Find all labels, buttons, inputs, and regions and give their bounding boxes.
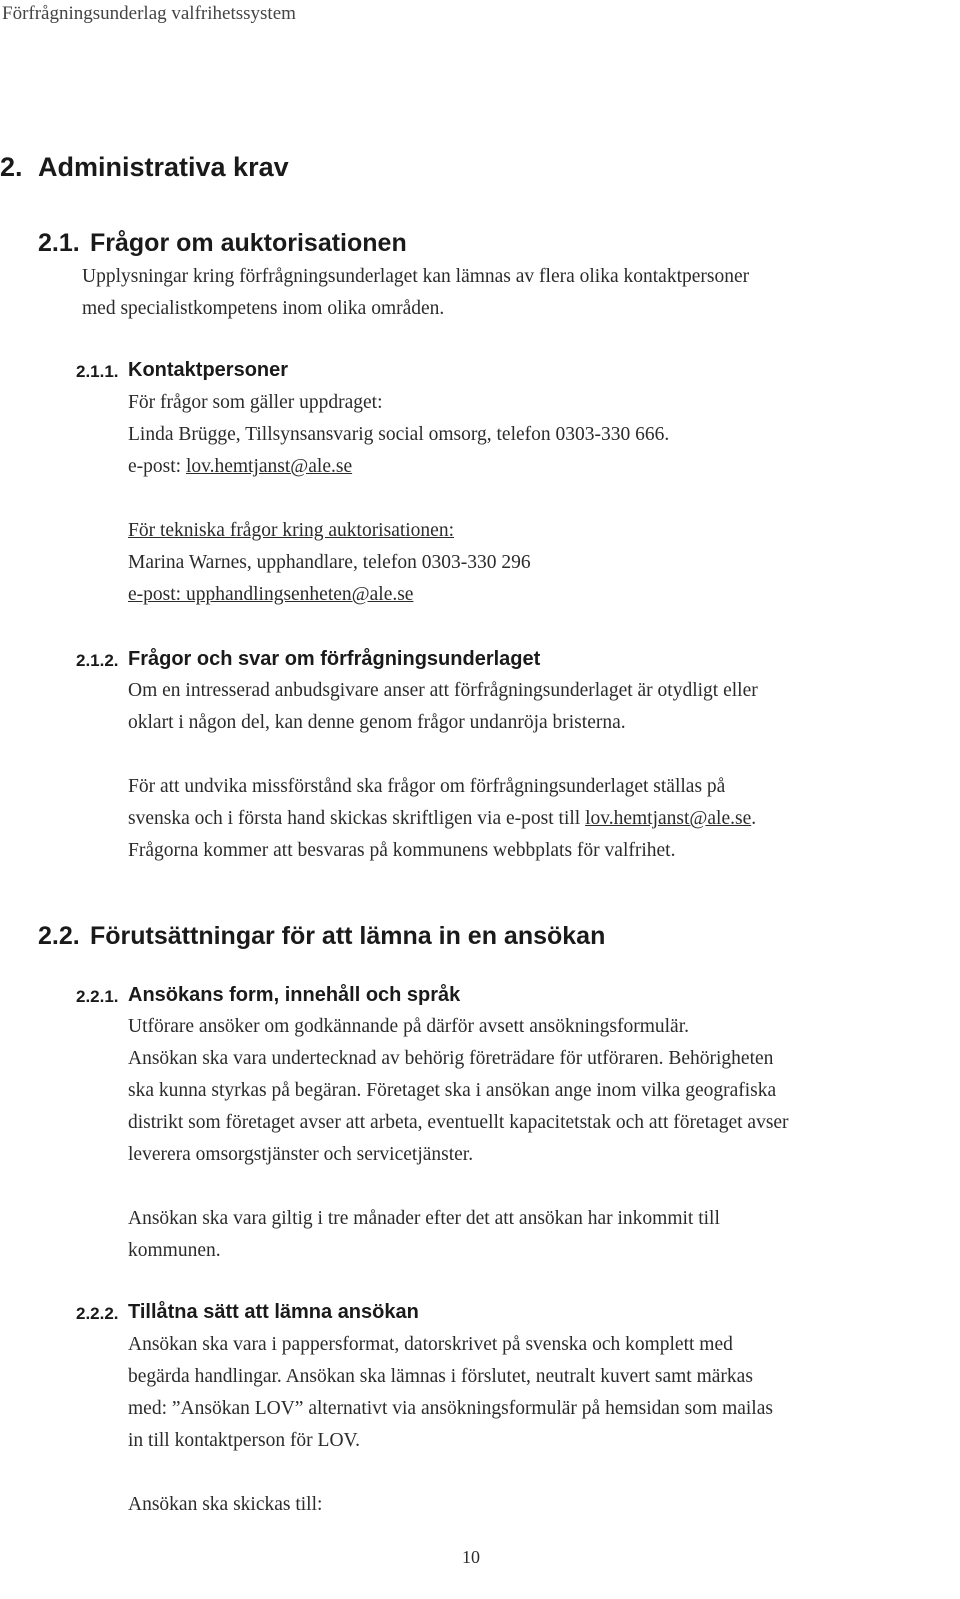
document-header: Förfrågningsunderlag valfrihetssystem [2,3,296,24]
section-2-1-2-number: 2.1.2. [76,651,119,670]
section-2-1-line: Upplysningar kring förfrågningsunderlaget kan lämnas av flera olika kontaktpersoner [82,266,750,287]
section-2-1-2-p2-line: Frågorna kommer att besvaras på kommunens webbplats för valfrihet. [128,840,676,861]
section-2-title: Administrativa krav [38,152,289,182]
section-2-1-2-title: Frågor och svar om förfrågningsunderlaget [128,648,541,670]
contact-email-1-label: e-post: [128,456,186,477]
section-2-2-2-p1-line: in till kontaktperson för LOV. [128,1430,360,1451]
section-2-2-1-p2-line: Ansökan ska vara giltig i tre månader efter det att ansökan har inkommit till [128,1208,720,1229]
section-2-2-1-title: Ansökans form, innehåll och språk [128,984,461,1006]
section-2-2-1-p1-line: ska kunna styrkas på begäran. Företaget ska i ansökan ange inom vilka geografiska [128,1080,777,1101]
section-2-2-1-p1-line: Utförare ansöker om godkännande på därför avsett ansökningsformulär. [128,1016,689,1037]
page-number: 10 [462,1547,480,1567]
contact-intro: För frågor som gäller uppdraget: [128,392,383,413]
section-2-1-2-p2-text: svenska och i första hand skickas skriftligen via e-post till [128,808,586,829]
section-2-1-1-number: 2.1.1. [76,362,119,381]
section-2-2-2-p1-line: Ansökan ska vara i pappersformat, datorskrivet på svenska och komplett med [128,1334,733,1355]
section-2-1-2-p1-line: oklart i någon del, kan denne genom frågor undanröja bristerna. [128,712,626,733]
section-2-2-1-p1-line: Ansökan ska vara undertecknad av behörig företrädare för utföraren. Behörigheten [128,1048,774,1069]
section-2-2-number: 2.2. [38,922,80,950]
section-2-1-number: 2.1. [38,229,80,257]
section-2-1-2-p2-line-email [128,808,756,830]
section-2-2-2-p1-line: med: ”Ansökan LOV” alternativt via ansökningsformulär på hemsidan som mailas [128,1398,773,1419]
section-2-2-1-number: 2.2.1. [76,987,119,1006]
section-2-2-1-p1-line: leverera omsorgstjänster och servicetjänster. [128,1144,474,1165]
section-2-1-title: Frågor om auktorisationen [90,229,407,257]
section-2-2-2-p2: Ansökan ska skickas till: [128,1494,323,1515]
section-2-2-2-number: 2.2.2. [76,1304,119,1323]
contact-email-2-link[interactable]: e-post: upphandlingsenheten@ale.se [128,584,414,605]
section-2-2-2-p1-line: begärda handlingar. Ansökan ska lämnas i förslutet, neutralt kuvert samt märkas [128,1366,753,1387]
section-2-1-line: med specialistkompetens inom olika områden. [82,298,445,319]
section-2-2-2-title: Tillåtna sätt att lämna ansökan [128,1301,419,1323]
section-2-2-1-p2-line: kommunen. [128,1240,221,1261]
technical-questions-intro[interactable]: För tekniska frågor kring auktorisationen: [128,520,455,541]
questions-email-link[interactable]: lov.hemtjanst@ale.se [585,808,752,829]
section-2-1-2-p2-period: . [751,808,757,829]
section-2-1-1-title: Kontaktpersoner [128,359,289,381]
contact-person-2: Marina Warnes, upphandlare, telefon 0303-330 296 [128,552,531,573]
section-2-number: 2. [0,152,23,182]
section-2-1-2-p2-line: För att undvika missförstånd ska frågor om förfrågningsunderlaget ställas på [128,776,726,797]
contact-person-1: Linda Brügge, Tillsynsansvarig social omsorg, telefon 0303-330 666. [128,424,670,445]
section-2-1-2-p1-line: Om en intresserad anbudsgivare anser att förfrågningsunderlaget är otydligt eller [128,680,758,701]
section-2-2-title: Förutsättningar för att lämna in en ansökan [90,922,606,950]
section-2-2-1-p1-line: distrikt som företaget avser att arbeta, eventuellt kapacitetstak och att företaget avser [128,1112,789,1133]
contact-email-1-link[interactable]: lov.hemtjanst@ale.se [185,456,353,477]
contact-email-1-row [128,456,352,478]
